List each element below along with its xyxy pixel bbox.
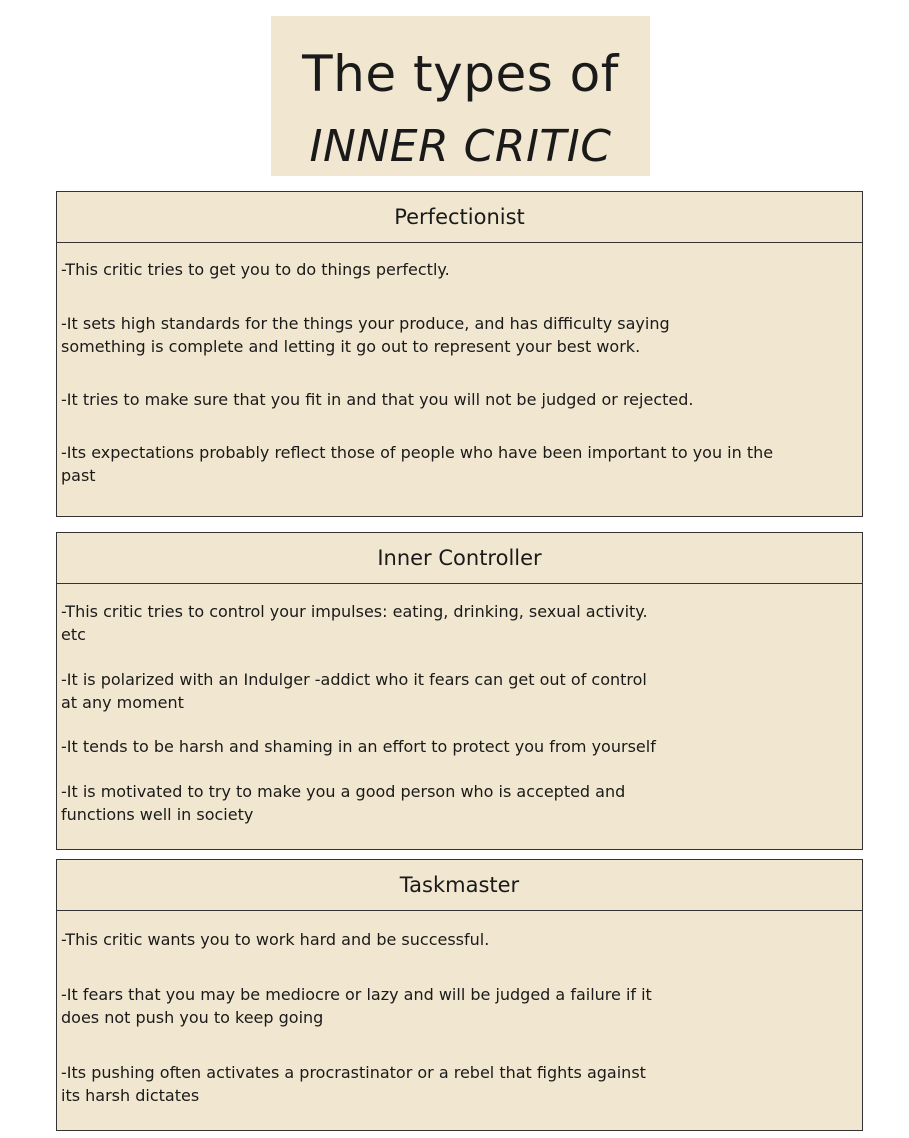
card-item: -This critic tries to control your impulses: eating, drinking, sexual activity. etc (61, 602, 648, 644)
card-heading: Inner Controller (57, 533, 862, 584)
card-taskmaster (56, 859, 863, 1131)
card-item: -Its expectations probably reflect those of people who have been important to you in the past (61, 443, 774, 485)
title-line-1: The types of (302, 45, 619, 103)
card-inner-controller (56, 532, 863, 850)
title-box (271, 16, 650, 176)
card-item: -It sets high standards for the things your produce, and has difficulty saying something is complete and letting it go out to represent your best work. (61, 314, 670, 356)
card-item: -It is polarized with an Indulger -addict who it fears can get out of control at any moment (61, 670, 647, 712)
card-perfectionist (56, 191, 863, 517)
title-line-2: INNER CRITIC (309, 121, 612, 172)
card-item: -It fears that you may be mediocre or lazy and will be judged a failure if it does not push you to keep going (61, 985, 652, 1027)
card-item: -It tends to be harsh and shaming in an effort to protect you from yourself (61, 737, 656, 756)
card-heading: Perfectionist (57, 192, 862, 243)
card-item: -Its pushing often activates a procrastinator or a rebel that fights against its harsh dictates (61, 1063, 646, 1105)
card-item: -This critic tries to get you to do things perfectly. (61, 260, 450, 279)
card-item: -It is motivated to try to make you a good person who is accepted and functions well in society (61, 782, 626, 824)
card-item: -This critic wants you to work hard and be successful. (61, 930, 490, 949)
card-item: -It tries to make sure that you fit in and that you will not be judged or rejected. (61, 390, 694, 409)
card-heading: Taskmaster (57, 860, 862, 911)
